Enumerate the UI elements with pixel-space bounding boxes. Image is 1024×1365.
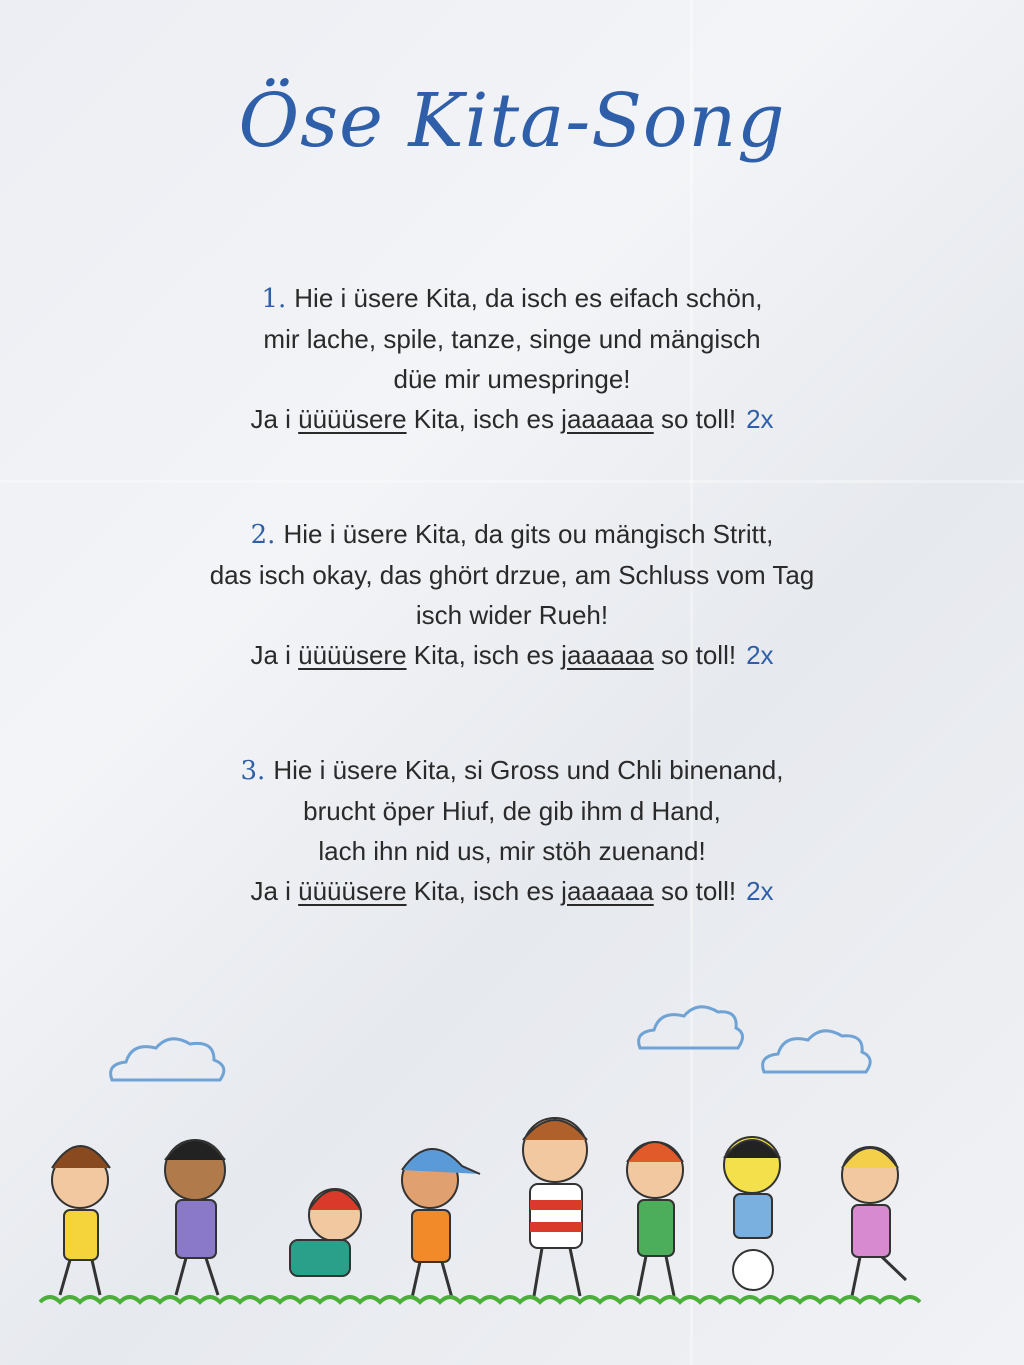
child-figure (523, 1118, 587, 1296)
verse-line: düe mir umespringe! (393, 364, 631, 394)
paper-crease (0, 480, 1024, 483)
repeat-marker: 2x (746, 876, 774, 906)
verse-line (0, 750, 1024, 791)
song-title: Öse Kita-Song (238, 78, 786, 164)
verse-1 (0, 278, 1024, 439)
verse-2 (0, 514, 1024, 675)
child-figure (724, 1137, 780, 1290)
verse-line: lach ihn nid us, mir stöh zuenand! (318, 836, 706, 866)
verse-line (0, 514, 1024, 555)
verse-number: 2. (250, 520, 276, 550)
child-figure (165, 1140, 225, 1295)
verse-line: brucht öper Hiuf, de gib ihm d Hand, (303, 796, 721, 826)
verse-text: Hie i üsere Kita, da isch es eifach schön, (294, 283, 763, 313)
verse-number: 1. (261, 284, 287, 314)
child-figure (52, 1146, 110, 1295)
cloud-icon (763, 1031, 871, 1072)
verse-text: Hie i üsere Kita, da gits ou mängisch Stritt, (283, 519, 774, 549)
verse-number: 3. (240, 756, 266, 786)
child-figure (290, 1189, 361, 1276)
verse-line: isch wider Rueh! (415, 600, 609, 630)
refrain-line: Ja i üüüüsere Kita, isch es jaaaaaa so toll! 2x (250, 640, 774, 670)
child-figure (842, 1147, 906, 1296)
verse-3 (0, 750, 1024, 911)
verse-line: mir lache, spile, tanze, singe und mängisch (263, 324, 761, 354)
cloud-icon (111, 1039, 224, 1080)
cloud-icon (639, 1007, 743, 1048)
repeat-marker: 2x (746, 640, 774, 670)
verse-text: Hie i üsere Kita, si Gross und Chli binenand, (273, 755, 784, 785)
refrain-line: Ja i üüüüsere Kita, isch es jaaaaaa so toll! 2x (250, 876, 774, 906)
children-playing-illustration (0, 1000, 1024, 1340)
ball-icon (733, 1250, 773, 1290)
repeat-marker: 2x (746, 404, 774, 434)
child-figure (402, 1149, 480, 1298)
verse-line: das isch okay, das ghört drzue, am Schluss vom Tag (209, 560, 815, 590)
child-figure (627, 1142, 683, 1296)
verse-line (0, 278, 1024, 319)
refrain-line: Ja i üüüüsere Kita, isch es jaaaaaa so toll! 2x (250, 404, 774, 434)
grass-strip (40, 1297, 920, 1302)
